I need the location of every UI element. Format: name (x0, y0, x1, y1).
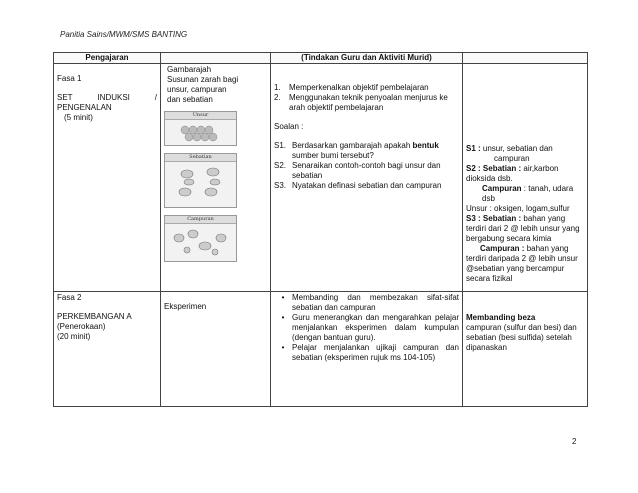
fasa1-step (274, 83, 459, 93)
fasa2-title: Fasa 2 (57, 293, 82, 302)
answer-s2-campuran (466, 184, 584, 204)
fasa1-bahan-line: Susunan zarah bagi (167, 75, 239, 84)
bullet-text: Membanding dan membezakan sifat-sifat sebatian dan campuran (292, 293, 459, 312)
question-s2 (274, 161, 459, 181)
bullet-icon: • (281, 343, 285, 352)
header-catatan (463, 53, 588, 64)
page-number: 2 (572, 437, 577, 446)
header-pengajaran: Pengajaran (54, 53, 161, 64)
answer-text: bahan yang terdiri dari 2 @ lebih unsur yang bergabung secara kimia (466, 214, 580, 243)
question-s1 (274, 141, 459, 161)
fasa2-note-title: Membanding beza (466, 313, 536, 322)
bullet-icon: • (281, 293, 285, 302)
bullet-text: Guru menerangkan dan mengarahkan pelajar menjalankan eksperimen dalam kumpulan (dengan bantuan guru). (292, 313, 459, 342)
fasa2-stage-cell (54, 292, 161, 407)
question-text: Berdasarkan gambarajah apakah (292, 141, 411, 150)
fasa2-bullet (274, 343, 459, 363)
bullet-icon: • (281, 313, 285, 322)
fasa1-bahan-line: Gambarajah (167, 65, 212, 74)
answer-label: S3 : (466, 214, 481, 223)
fasa2-bullet (274, 293, 459, 313)
fasa1-title: Fasa 1 (57, 74, 82, 83)
unsur-particles (165, 120, 236, 144)
answer-s2 (466, 164, 584, 184)
step-text: Memperkenalkan objektif pembelajaran (289, 83, 429, 92)
fasa2-bullet (274, 313, 459, 343)
question-text: Senaraikan contoh-contoh bagi unsur dan sebatian (292, 161, 441, 180)
induksi-text: INDUKSI (97, 93, 130, 102)
answer-label: S1 : (466, 144, 481, 153)
fasa1-step (274, 93, 459, 113)
campuran-label: Campuran (165, 216, 236, 224)
fasa2-bahan-cell (161, 292, 271, 407)
question-text: Nyatakan definasi sebatian dan campuran (292, 181, 442, 190)
fasa1-bahan-line: dan sebatian (167, 95, 213, 104)
fasa1-tindakan-cell (271, 64, 463, 292)
answer-s3 (466, 214, 584, 244)
bullet-text: Pelajar menjalankan ujikaji campuran dan sebatian (eksperimen rujuk ms 104-105) (292, 343, 459, 362)
fasa2-penerokaan: (Penerokaan) (57, 322, 106, 331)
fasa1-bahan-line: unsur, campuran (167, 85, 227, 94)
campuran-particles (165, 224, 236, 260)
fasa1-bahan-cell (161, 64, 271, 292)
step-text: Menggunakan teknik penyoalan menjurus ke arah objektif pembelajaran (289, 93, 448, 112)
fasa2-minit: (20 minit) (57, 332, 91, 341)
sebatian-diagram-icon (164, 153, 237, 208)
answer-key: Campuran : (480, 244, 525, 253)
answer-text: bahan yang terdiri daripada 2 @ lebih unsur @sebatian yang bercampur secara fizikal (466, 244, 578, 283)
question-number: S1. (274, 141, 287, 150)
header-bahan (161, 53, 271, 64)
question-number: S2. (274, 161, 287, 170)
lesson-plan-table (53, 52, 588, 407)
fasa1-pengenalan: PENGENALAN (57, 103, 112, 112)
answer-s3-campuran (466, 244, 584, 284)
set-text: SET (57, 93, 73, 102)
header-tindakan: (Tindakan Guru dan Aktiviti Murid) (271, 53, 463, 64)
fasa2-tindakan-cell (271, 292, 463, 407)
answer-text: air,karbon dioksida dsb. (466, 164, 559, 183)
answer-text: : tanah, udara dsb (482, 184, 574, 203)
sebatian-label: Sebatian (165, 154, 236, 162)
answer-key: Sebatian : (482, 164, 522, 173)
page-header: Panitia Sains/MWM/SMS BANTING (60, 30, 188, 39)
sebatian-particles (165, 162, 236, 206)
fasa1-stage-cell (54, 64, 161, 292)
fasa2-bahan: Eksperimen (164, 302, 207, 311)
step-number: 1. (274, 83, 281, 92)
question-number: S3. (274, 181, 287, 190)
unsur-label: Unsur (165, 112, 236, 120)
table-row-fasa2 (54, 292, 588, 407)
answer-s1 (466, 144, 584, 154)
fasa1-minit: (5 minit) (64, 113, 93, 122)
answer-s1-cont: campuran (494, 154, 530, 163)
answer-s2-unsur: Unsur : oksigen, logam,sulfur (466, 204, 570, 213)
fasa1-catatan-cell (463, 64, 588, 292)
question-text: sumber bumi tersebut? (292, 151, 374, 160)
table-row-fasa1 (54, 64, 588, 292)
fasa2-catatan-cell (463, 292, 588, 407)
fasa1-set-induksi (57, 93, 157, 103)
slash-text: / (154, 93, 157, 102)
answer-key: Sebatian : (482, 214, 522, 223)
question-bold-text: bentuk (412, 141, 439, 150)
soalan-label: Soalan : (274, 122, 304, 131)
campuran-diagram-icon (164, 215, 237, 262)
question-s3 (274, 181, 459, 191)
answer-text: unsur, sebatian dan (482, 144, 553, 153)
unsur-diagram-icon (164, 111, 237, 146)
answer-key: Campuran (482, 184, 522, 193)
fasa2-note-text: campuran (sulfur dan besi) dan sebatian (besi sulfida) setelah dipanaskan (466, 323, 577, 352)
table-header-row (54, 53, 588, 64)
step-number: 2. (274, 93, 281, 102)
fasa2-perkembangan: PERKEMBANGAN A (57, 312, 132, 321)
answer-label: S2 : (466, 164, 481, 173)
